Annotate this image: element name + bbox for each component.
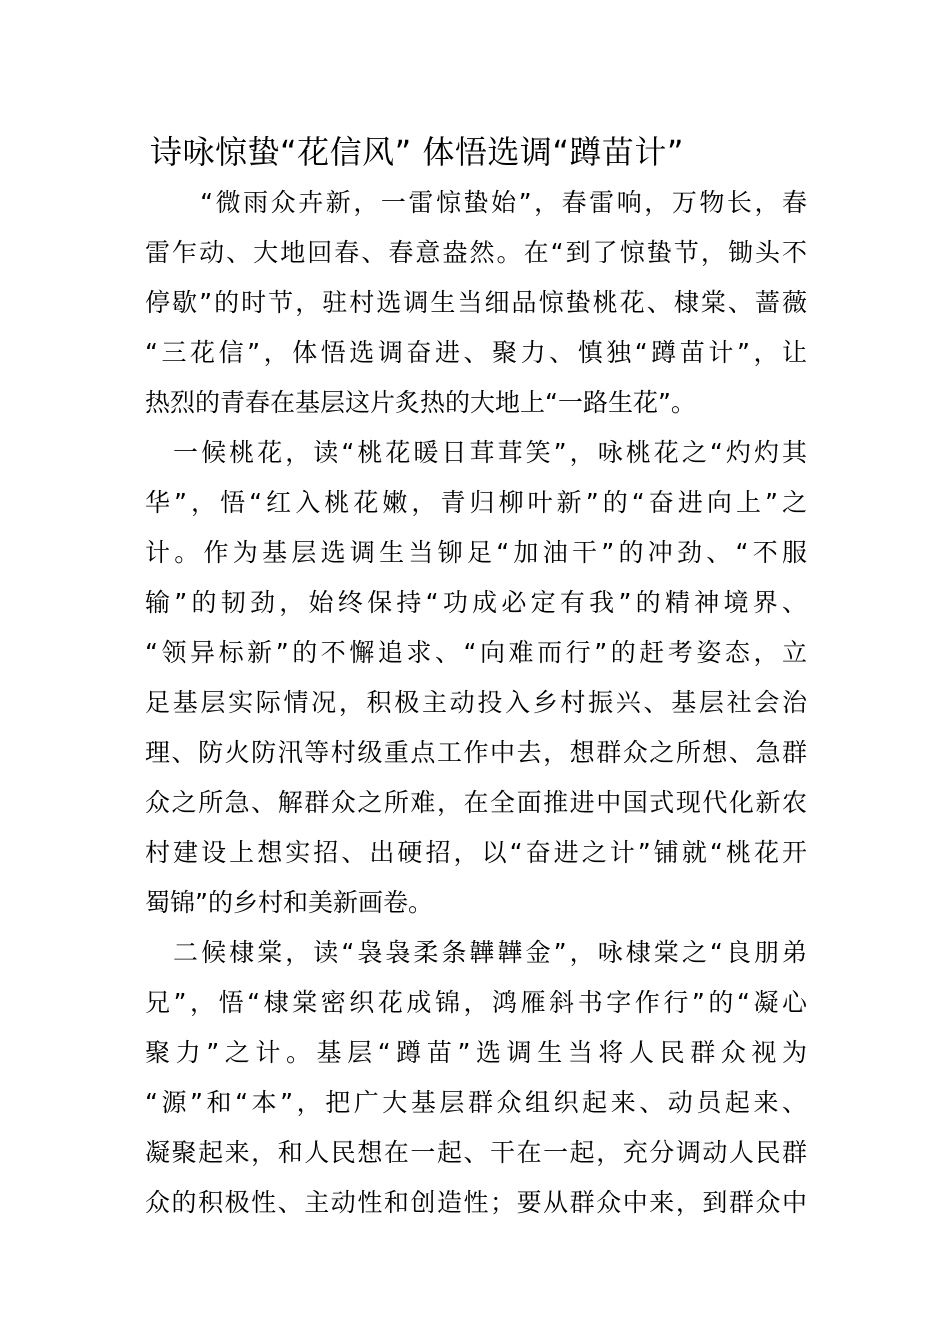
paragraph-line: “源”和“本”，把广大基层群众组织起来、动员起来、 bbox=[145, 1088, 807, 1117]
paragraph-line: “微雨众卉新，一雷惊蛰始”，春雷响，万物长，春 bbox=[145, 188, 807, 217]
paragraph-2 bbox=[145, 428, 807, 928]
paragraph-line: “领异标新”的不懈追求、“向难而行”的赶考姿态，立 bbox=[145, 638, 807, 667]
paragraph-line: 凝聚起来，和人民想在一起、干在一起，充分调动人民群 bbox=[145, 1138, 807, 1167]
paragraph-line: “三花信”，体悟选调奋进、聚力、慎独“蹲苗计”，让 bbox=[145, 338, 807, 367]
paragraph-line: 蜀锦”的乡村和美新画卷。 bbox=[145, 888, 433, 917]
paragraph-line: 理、防火防汛等村级重点工作中去，想群众之所想、急群 bbox=[145, 738, 807, 767]
document-title: 诗咏惊蛰“花信风” 体悟选调“蹲苗计” bbox=[150, 133, 684, 171]
paragraph-3 bbox=[145, 928, 807, 1228]
paragraph-line: 二候棣棠，读“袅袅柔条韡韡金”，咏棣棠之“良朋弟 bbox=[145, 938, 807, 967]
paragraph-line: 众之所急、解群众之所难，在全面推进中国式现代化新农 bbox=[145, 788, 807, 817]
paragraph-line: 足基层实际情况，积极主动投入乡村振兴、基层社会治 bbox=[145, 688, 807, 717]
paragraph-line: 聚力”之计。基层“蹲苗”选调生当将人民群众视为 bbox=[145, 1038, 807, 1067]
paragraph-line: 兄”，悟“棣棠密织花成锦，鸿雁斜书字作行”的“凝心 bbox=[145, 988, 807, 1017]
paragraph-line: 华”，悟“红入桃花嫩，青归柳叶新”的“奋进向上”之 bbox=[145, 488, 807, 517]
paragraph-1 bbox=[145, 178, 807, 428]
paragraph-line: 停歇”的时节，驻村选调生当细品惊蛰桃花、棣棠、蔷薇 bbox=[145, 288, 807, 317]
paragraph-line: 计。作为基层选调生当铆足“加油干”的冲劲、“不服 bbox=[145, 538, 807, 567]
paragraph-line: 雷乍动、大地回春、春意盎然。在“到了惊蛰节，锄头不 bbox=[145, 238, 807, 267]
paragraph-line: 热烈的青春在基层这片炙热的大地上“一路生花”。 bbox=[145, 388, 696, 417]
paragraph-line: 输”的韧劲，始终保持“功成必定有我”的精神境界、 bbox=[145, 588, 807, 617]
paragraph-line: 众的积极性、主动性和创造性；要从群众中来，到群众中 bbox=[145, 1188, 807, 1217]
paragraph-line: 一候桃花，读“桃花暖日茸茸笑”，咏桃花之“灼灼其 bbox=[145, 438, 807, 467]
paragraph-line: 村建设上想实招、出硬招，以“奋进之计”铺就“桃花开 bbox=[145, 838, 807, 867]
document-body bbox=[145, 178, 807, 1228]
